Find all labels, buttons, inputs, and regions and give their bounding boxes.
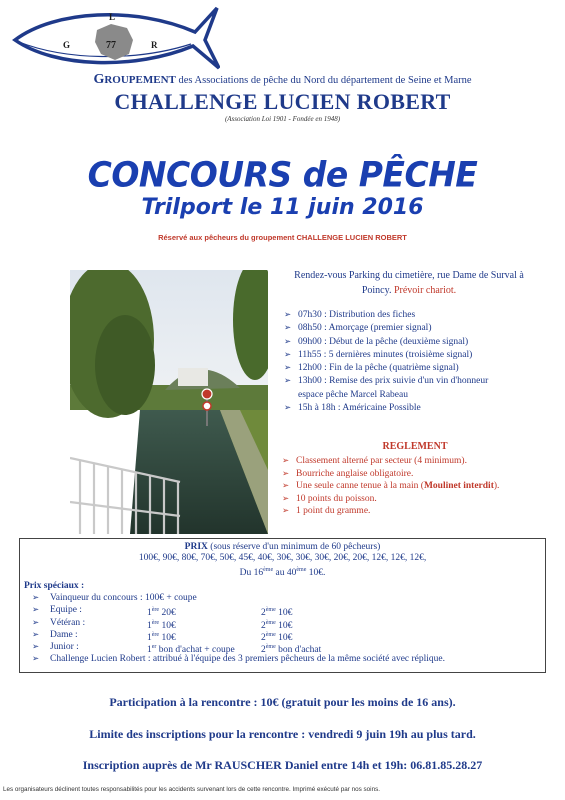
prix-amounts: 100€, 90€, 80€, 70€, 50€, 45€, 40€, 30€, 30€, 30€, 20€, 20€, 12€, 12€, 12€,: [138, 553, 427, 563]
arrow-bullet-icon: ➢: [284, 363, 292, 374]
arrow-bullet-icon: ➢: [284, 403, 292, 414]
schedule-text: 12h00 : Fin de la pêche (quatrième signal): [298, 363, 459, 374]
arrow-bullet-icon: ➢: [284, 336, 292, 347]
arrow-bullet-icon: ➢: [282, 506, 290, 517]
list-item: [284, 362, 554, 375]
logo-number: 77: [106, 40, 116, 51]
prize-first-rank: 1: [147, 632, 152, 643]
arrow-bullet-icon: ➢: [284, 349, 292, 360]
group-line: [0, 72, 565, 88]
list-item: [282, 505, 562, 518]
prize-first-sup: ère: [151, 631, 160, 638]
prize-first-val: 10€: [159, 632, 176, 643]
prize-label: Dame :: [50, 629, 78, 640]
prize-first-val: 20€: [159, 608, 176, 619]
prize-second-sup: ème: [265, 619, 276, 626]
reglement-list: [282, 455, 562, 518]
prize-second-val: 10€: [275, 632, 293, 643]
prize-second-val: 10€: [275, 608, 293, 619]
list-item: [20, 592, 545, 604]
challenge-text: Challenge Lucien Robert : attribué à l'équipe des 3 premiers pêcheurs de la même société avec réplique.: [50, 654, 446, 665]
list-item: [20, 629, 545, 641]
schedule-text: 08h50 : Amorçage (premier signal): [298, 323, 432, 334]
list-item: [20, 641, 545, 656]
rule-text: 10 points du poisson.: [296, 493, 377, 504]
prize-first-rank: 1: [147, 620, 152, 631]
rule-bold: Moulinet interdit: [423, 481, 494, 492]
list-item: [282, 455, 562, 468]
prize-second-rank: 2: [261, 645, 266, 656]
arrow-bullet-icon: ➢: [284, 376, 292, 387]
rule-after: ).: [493, 481, 500, 492]
prix-range: [20, 564, 545, 579]
range-a: Du 16: [239, 568, 264, 579]
arrow-bullet-icon: ➢: [32, 654, 40, 665]
arrow-bullet-icon: ➢: [282, 481, 290, 492]
prize-first-val: 10€: [159, 620, 176, 631]
rendezvous-line1: Rendez-vous Parking du cimetière, rue Dame de Surval à: [294, 270, 524, 281]
prix-heading-rest: (sous réserve d'un minimum de 60 pêcheurs): [207, 542, 381, 552]
prize-second-val: 10€: [275, 620, 293, 631]
schedule-text: 07h30 : Distribution des fiches: [298, 310, 416, 320]
glr-fish-logo: [5, 2, 220, 74]
no-entry-sign: [202, 389, 212, 399]
no-entry-sign-lower: [203, 402, 211, 410]
rule-text: Une seule canne tenue à la main (: [296, 481, 424, 492]
event-title: CONCOURS de PÊCHE: [87, 154, 478, 195]
list-item: [284, 309, 554, 322]
list-item: [20, 653, 545, 665]
prix-box: [19, 538, 546, 673]
arrow-bullet-icon: ➢: [32, 593, 40, 604]
list-item: [284, 402, 554, 415]
prize-first-sup: ère: [151, 607, 160, 614]
prix-speciaux-list: [20, 592, 545, 665]
range-sup-a: ème: [263, 567, 274, 573]
list-item: [20, 617, 545, 629]
prize-first-rank: 1: [147, 608, 152, 619]
list-item: [282, 480, 562, 493]
prize-second-sup: ème: [265, 643, 276, 650]
arrow-bullet-icon: ➢: [284, 310, 292, 320]
arrow-bullet-icon: ➢: [282, 493, 290, 504]
prize-second-sup: ème: [265, 607, 276, 614]
vainqueur-text: Vainqueur du concours : 100€ + coupe: [50, 593, 197, 604]
prix-heading-bold: PRIX: [184, 542, 208, 552]
schedule-text: 13h00 : Remise des prix suivie d'un vin d'honneur: [298, 376, 489, 387]
prize-first-sup: er: [151, 643, 157, 650]
arrow-bullet-icon: ➢: [32, 641, 40, 652]
logo-letter-l: L: [109, 12, 116, 22]
schedule-text: 15h à 18h : Américaine Possible: [298, 403, 421, 414]
prize-second-val: bon d'achat: [275, 645, 322, 656]
rendezvous-info: [274, 269, 544, 298]
arrow-bullet-icon: ➢: [32, 629, 40, 640]
list-item: [284, 322, 554, 335]
rule-text: Bourriche anglaise obligatoire.: [296, 468, 414, 479]
header: [0, 72, 565, 123]
rule-text: Classement alterné par secteur (4 minimum).: [296, 456, 467, 466]
rendezvous-city: Poincy.: [361, 284, 394, 296]
list-item: [20, 604, 545, 619]
group-rest: des Associations de pêche du Nord du département de Seine et Marne: [175, 75, 472, 86]
schedule-text: 11h55 : 5 dernières minutes (troisième signal): [298, 349, 473, 360]
logo-letter-r: R: [151, 40, 158, 50]
rendezvous-line2: [274, 284, 544, 299]
arrow-bullet-icon: ➢: [32, 605, 40, 616]
range-sup-b: ème: [296, 567, 307, 573]
participation-line: Participation à la rencontre : 10€ (gratuit pour les moins de 16 ans).: [109, 695, 456, 709]
prize-second-rank: 2: [261, 632, 266, 643]
prize-label: Junior :: [50, 641, 79, 652]
canal-photo: [70, 270, 268, 534]
arrow-bullet-icon: ➢: [284, 323, 292, 334]
reglement-title: REGLEMENT: [382, 441, 448, 452]
white-building: [178, 368, 208, 386]
rendezvous-note: Prévoir chariot.: [393, 284, 457, 296]
logo-letter-g: G: [63, 40, 71, 50]
limite-line: Limite des inscriptions pour la rencontre : vendredi 9 juin 19h au plus tard.: [89, 727, 476, 741]
event-place-date: Trilport le 11 juin 2016: [141, 195, 424, 220]
list-item: [284, 336, 554, 349]
schedule-text: 09h00 : Début de la pêche (deuxième signal): [298, 336, 469, 347]
list-item: [284, 349, 554, 362]
group-caps: ROUPEMENT: [104, 74, 176, 86]
prize-second-rank: 2: [261, 608, 266, 619]
prize-label: Equipe :: [50, 605, 82, 616]
prize-label: Vétéran :: [50, 617, 86, 628]
willow-tree-shade: [95, 315, 155, 415]
group-first-letter: G: [93, 72, 105, 87]
range-c: 10€.: [306, 568, 326, 579]
prix-speciaux-title: Prix spéciaux :: [24, 581, 85, 592]
prize-first-sup: ère: [151, 619, 160, 626]
prize-second-rank: 2: [261, 620, 266, 631]
prize-first-rank: 1: [147, 645, 152, 656]
prize-second-sup: ème: [265, 631, 276, 638]
arrow-bullet-icon: ➢: [282, 456, 290, 466]
arrow-bullet-icon: ➢: [282, 468, 290, 479]
range-b: au 40: [273, 568, 297, 579]
arrow-bullet-icon: ➢: [32, 617, 40, 628]
schedule-list: [284, 309, 554, 415]
schedule-text-cont: espace pêche Marcel Rabeau: [298, 389, 408, 400]
disclaimer: Les organisateurs déclinent toutes responsabilités pour les accidents survenant lors de cette rencontre. Imprimé exécuté par nos soins.: [3, 786, 380, 793]
list-item: [284, 375, 554, 402]
association-note: (Association Loi 1901 - Fondée en 1948): [224, 115, 341, 123]
challenge-title: CHALLENGE LUCIEN ROBERT: [114, 89, 451, 114]
list-item: [282, 493, 562, 506]
list-item: [282, 468, 562, 481]
inscription-line: Inscription auprès de Mr RAUSCHER Daniel entre 14h et 19h: 06.81.85.28.27: [82, 758, 483, 772]
reserved-note: Réservé aux pêcheurs du groupement CHALLENGE LUCIEN ROBERT: [158, 233, 407, 242]
prize-first-val: bon d'achat + coupe: [156, 645, 235, 656]
prix-heading: [20, 542, 545, 552]
rule-text: 1 point du gramme.: [296, 506, 371, 517]
